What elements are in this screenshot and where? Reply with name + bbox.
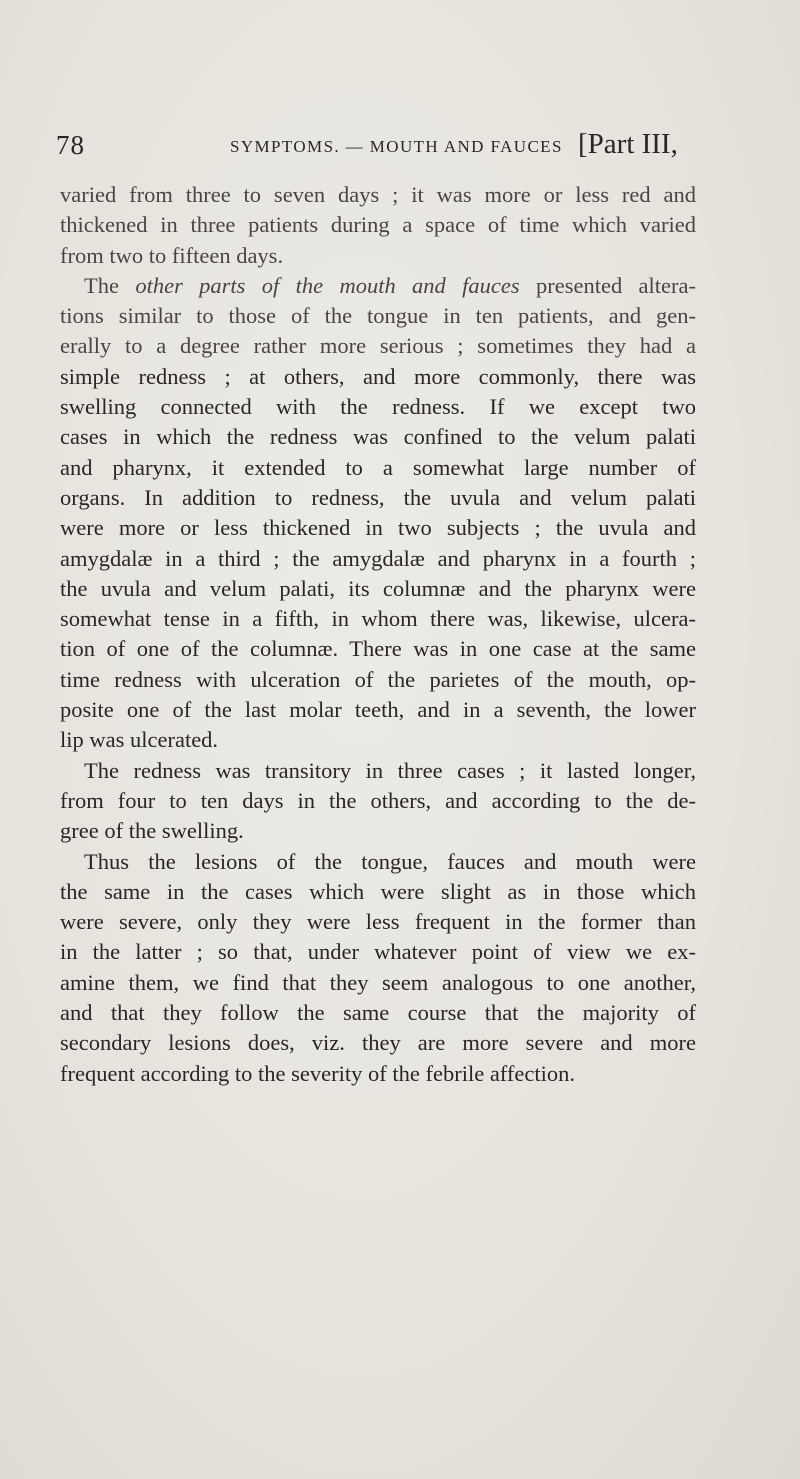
text-line: thickened in three patients during a space of time which varied (60, 212, 696, 238)
text-line: frequent according to the severity of the febrile affection. (60, 1060, 575, 1086)
text-line: lip was ulcerated. (60, 727, 219, 753)
text-line: in the latter ; so that, under whatever point of view we ex- (60, 939, 696, 965)
text-line: Thus the lesions of the tongue, fauces and mouth were (84, 848, 696, 874)
text-line: varied from three to seven days ; it was more or less red and (60, 182, 696, 207)
text-line: erally to a degree rather more serious ; sometimes they had a (60, 333, 696, 359)
text-line: from two to fifteen days. (60, 242, 284, 268)
text-line: were severe, only they were less frequent in the former than (60, 909, 696, 935)
text-line: posite one of the last molar teeth, and in a seventh, the lower (60, 697, 696, 723)
text-line: tion of one of the columnæ. There was in one case at the same (60, 636, 696, 662)
text-line: the same in the cases which were slight as in those which (60, 878, 696, 904)
text-line: secondary lesions does, viz. they are more severe and more (60, 1030, 696, 1056)
part-label: [Part III, (578, 128, 678, 160)
italic-phrase: other parts of the mouth and fauces (135, 272, 520, 298)
text-run: The (84, 272, 136, 298)
page-number: 78 (56, 130, 85, 160)
text-line: the uvula and velum palati, its columnæ and the pharynx were (60, 575, 696, 601)
text-line: simple redness ; at others, and more commonly, there was (60, 363, 696, 389)
text-line (60, 271, 696, 301)
text-line: tions similar to those of the tongue in ten patients, and gen- (60, 303, 696, 329)
text-line: and that they follow the same course that the majority of (60, 1000, 696, 1026)
text-line: were more or less thickened in two subjects ; the uvula and (60, 515, 696, 541)
text-run: presented altera- (519, 272, 696, 298)
body-text (60, 180, 696, 1089)
text-line: and pharynx, it extended to a somewhat large number of (60, 454, 696, 480)
text-line: cases in which the redness was confined to the velum palati (60, 424, 696, 450)
text-line: gree of the swelling. (60, 818, 244, 844)
text-line: swelling connected with the redness. If we except two (60, 394, 696, 420)
running-head (0, 128, 800, 168)
running-title: SYMPTOMS. — MOUTH AND FAUCES (230, 137, 563, 156)
text-line: amygdalæ in a third ; the amygdalæ and pharynx in a fourth ; (60, 545, 696, 571)
text-line: from four to ten days in the others, and according to the de- (60, 787, 696, 813)
text-line: organs. In addition to redness, the uvula and velum palati (60, 484, 696, 510)
text-line: somewhat tense in a fifth, in whom there was, likewise, ulcera- (60, 606, 696, 632)
text-line: amine them, we find that they seem analogous to one another, (60, 969, 696, 995)
text-line: The redness was transitory in three cases ; it lasted longer, (84, 757, 696, 783)
text-line: time redness with ulceration of the parietes of the mouth, op- (60, 666, 696, 692)
